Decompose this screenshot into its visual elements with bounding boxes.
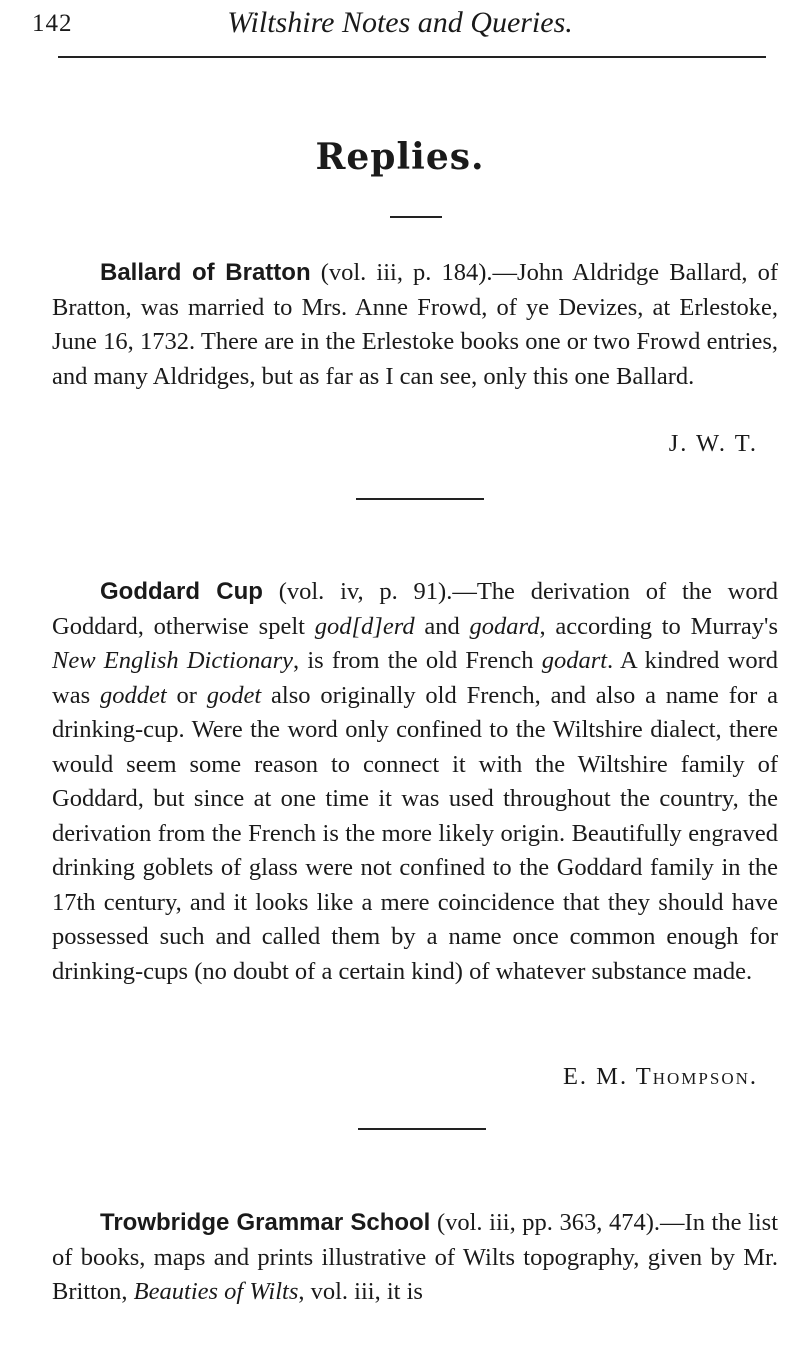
entry-reference: (vol. iv, p. 91). — [278, 578, 453, 605]
entry-text: , vol. iii, it is — [298, 1278, 423, 1305]
header-rule — [58, 56, 766, 58]
entry-title: Trowbridge Grammar School — [100, 1209, 431, 1236]
entry-paragraph — [52, 575, 778, 989]
entry-paragraph — [52, 1206, 778, 1310]
entry-title: Goddard Cup — [100, 578, 263, 605]
entry-text: —In the list of books, maps and prints illustrative of Wilts topography, given by Mr. Britton, — [52, 1209, 779, 1305]
italic-term: godart — [541, 647, 608, 674]
entry-ballard-of-bratton — [52, 256, 778, 394]
signature: E. M. Thompson. — [562, 1063, 758, 1090]
entry-text: . A kindred word was — [52, 647, 778, 709]
entry-paragraph — [52, 256, 778, 394]
italic-term: god[d]erd — [314, 612, 415, 640]
running-title: Wiltshire Notes and Queries. — [227, 6, 573, 39]
separator-rule — [356, 498, 484, 500]
entry-trowbridge-grammar-school — [52, 1206, 778, 1310]
page-header — [0, 0, 800, 70]
italic-term: Beauties of Wilts — [133, 1278, 299, 1305]
entry-reference: (vol. iii, p. 184). — [320, 259, 493, 286]
entry-goddard-cup — [52, 575, 778, 989]
italic-term: godet — [206, 681, 262, 709]
page-number: 142 — [32, 10, 73, 37]
separator-rule — [358, 1128, 486, 1130]
entry-body: —John Aldridge Ballard, of Bratton, was married to Mrs. Anne Frowd, of ye Devizes, at Erlestoke, June 16, 1732. There are in the Erlestoke books one or two Frowd entries, and many Aldridges, but as far as I can see, only this one Ballard. — [52, 259, 778, 390]
entry-text: , according to Murray's — [539, 612, 779, 640]
entry-text: and — [414, 612, 470, 640]
entry-title: Ballard of Bratton — [100, 259, 311, 286]
heading-rule — [390, 216, 442, 218]
italic-term: New English Dictionary — [52, 647, 294, 674]
section-heading: Replies. — [315, 136, 485, 178]
entry-text: or — [166, 681, 207, 709]
italic-term: godard — [469, 612, 540, 640]
italic-term: goddet — [99, 681, 167, 709]
entry-text: also originally old French, and also a name for a drinking-cup. Were the word only confined to the Wiltshire dialect, there would seem some reason to connect it with the Wiltshire family of Goddard, but since at one time it was used throughout the country, the derivation from the French is the more likely origin. Beautifully engraved drinking goblets of glass were not confined to the Goddard family in the 17th century, and it looks like a mere coincidence that they should have possessed such and called them by a name once common enough for drinking-cups (no doubt of a certain kind) of whatever substance made. — [52, 681, 778, 985]
entry-reference: (vol. iii, pp. 363, 474). — [436, 1209, 661, 1236]
entry-text: —The derivation of the word Goddard, otherwise spelt — [52, 578, 778, 640]
signature: J. W. T. — [668, 430, 758, 457]
entry-text: , is from the old French — [293, 647, 542, 674]
